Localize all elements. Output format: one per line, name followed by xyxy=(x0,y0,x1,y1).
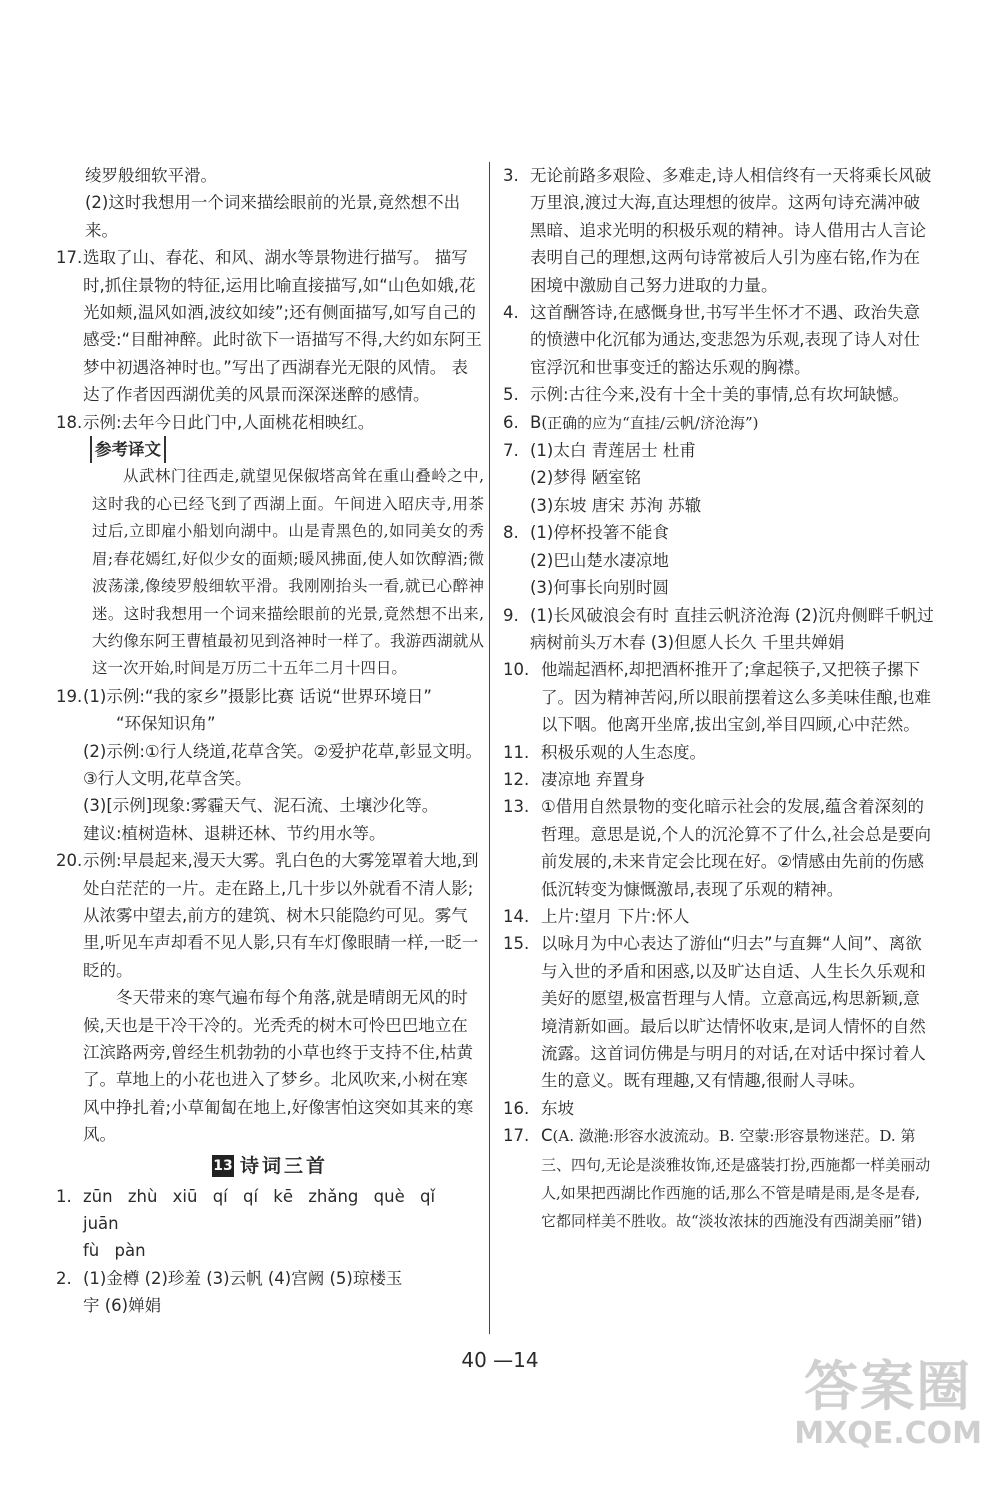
answer-number: 17. xyxy=(503,1126,530,1146)
essay-paragraph: 冬天带来的寒气遍布每个角落,就是晴朗无风的时候,天也是干冷干冷的。光秃秃的树木可怜巴巴地立在江滨路两旁,曾经生机勃勃的小草也终于支持不住,枯黄了。草地上的小花也进入了梦乡。北风吹来,小树在寒风中挣扎着;小草匍匐在地上,好像害怕这突如其来的寒风。 xyxy=(83,988,474,1145)
answer-5 xyxy=(503,381,935,408)
text-line: (2)梦得 陋室铭 xyxy=(530,468,642,488)
reference-translation: 从武林门往西走,就望见保俶塔高耸在重山叠岭之中,这时我的心已经飞到了西湖上面。午间进入昭庆寺,用茶过后,立即雇小船划向湖中。山是青黑色的,如同美女的秀眉;春花嫣红,好似少女的面颊;暖风拂面,使人如饮醇酒;微波荡漾,像绫罗般细软平滑。我刚刚抬头一看,就已心醉神迷。这时我想用一个词来描绘眼前的光景,竟然想不出来,大约像东阿王曹植最初见到洛神时一样了。我游西湖就从这一次开始,时间是万历二十五年二月十四日。 xyxy=(92,467,484,678)
answer-number: 4. xyxy=(503,303,519,323)
answer-text: 上片:望月 下片:怀人 xyxy=(541,906,690,926)
answer-note: (正确的应为“直挂/云帆/济沧海”) xyxy=(541,413,759,432)
answer-number: 16. xyxy=(503,1098,530,1118)
answer-number: 15. xyxy=(503,934,530,954)
answer-20 xyxy=(56,847,484,984)
left-column xyxy=(56,162,484,1320)
answer-text: 这首酬答诗,在感慨身世,书写半生怀才不遇、政治失意的愤懑中化沉郁为通达,变悲怨为乐观,表现了诗人对仕宦浮沉和世事变迁的豁达乐观的胸襟。 xyxy=(530,303,920,377)
answer-text: (1)长风破浪会有时 直挂云帆济沧海 (2)沉舟侧畔千帆过 病树前头万木春 (3)但愿人长久 千里共婵娟 xyxy=(530,605,934,652)
answer-number: 1. xyxy=(56,1186,72,1206)
pinyin-text: zūn zhù xiū qí qí kē zhǎng què qǐ juān xyxy=(83,1186,436,1234)
answer-4 xyxy=(503,299,935,381)
answer-number: 12. xyxy=(503,769,530,789)
page-number: 40 —14 xyxy=(461,1348,539,1372)
answer-number: 17. xyxy=(56,248,83,268)
answer-text: 示例:早晨起来,漫天大雾。乳白色的大雾笼罩着大地,到处白茫茫的一片。走在路上,几十步以外就看不清人影;从浓雾中望去,前方的建筑、树木只能隐约可见。雾气里,听见车声却看不见人影,只有车灯像眼睛一样,一眨一眨的。 xyxy=(83,851,479,980)
answer-number: 19. xyxy=(56,686,83,706)
answer-text: (1)太白 青莲居士 杜甫 xyxy=(530,441,696,461)
answer-3 xyxy=(503,162,935,299)
answer-text: (1)停杯投箸不能食 xyxy=(530,523,669,543)
text-line: (3)东坡 唐宋 苏洵 苏辙 xyxy=(530,495,702,515)
answer-7 xyxy=(503,437,935,464)
text-line: 宇 (6)婵娟 xyxy=(83,1296,162,1316)
text-line: (3)何事长向别时圆 xyxy=(530,578,669,598)
section-heading xyxy=(56,1149,484,1183)
text-line: (2)这时我想用一个词来描绘眼前的光景,竟然想不出来。 xyxy=(85,193,461,240)
answer-number: 11. xyxy=(503,742,530,762)
answer-10 xyxy=(503,656,935,738)
watermark-url: MXQE.COM xyxy=(794,1416,982,1451)
answer-note: (A. 潋滟:形容水波流动。B. 空蒙:形容景物迷茫。D. 第三、四句,无论是淡雅妆饰,还是盛装打扮,西施都一样美丽动人,如果把西湖比作西施的话,那么不管是晴是雨,是冬是春,它都同样美不胜收。故“淡妆浓抹的西施没有西湖美丽”错) xyxy=(541,1127,931,1231)
answer-17 xyxy=(56,244,484,408)
answer-text: 选取了山、春花、和风、湖水等景物进行描写。 描写时,抓住景物的特征,运用比喻直接描写,如“山色如娥,花光如颊,温风如酒,波纹如绫”;还有侧面描写,如写自己的感受:“目酣神醉。此时欲下一语描写不得,大约如东阿王梦中初遇洛神时也。”写出了西湖春光无限的风情。 表达了作者因西湖优美的风景而深深迷醉的感情。 xyxy=(83,248,482,405)
column-divider xyxy=(489,162,490,1334)
reference-heading-row xyxy=(56,436,484,463)
reference-title: 参考译文 xyxy=(90,436,166,463)
text-line: “环保知识角” xyxy=(116,714,216,734)
answer-text: 东坡 xyxy=(541,1098,574,1118)
answer-number: 20. xyxy=(56,851,83,871)
text-line: (2)巴山楚水凄凉地 xyxy=(530,550,669,570)
answer-choice: C xyxy=(541,1126,553,1146)
answer-19 xyxy=(56,683,484,710)
answer-text: 无论前路多艰险、多难走,诗人相信终有一天将乘长风破万里浪,渡过大海,直达理想的彼岸。这两句诗充满冲破黑暗、追求光明的积极乐观的精神。诗人借用古人言论表明自己的理想,这两句诗常被后人引为座右铭,作为在困境中激励自己努力进取的力量。 xyxy=(530,166,932,295)
answer-text: (1)金樽 (2)珍羞 (3)云帆 (4)宫阙 (5)琼楼玉 xyxy=(83,1268,403,1288)
answer-number: 9. xyxy=(503,605,519,625)
answer-number: 7. xyxy=(503,441,519,461)
answer-16 xyxy=(503,1095,935,1122)
answer-text: 凄凉地 弃置身 xyxy=(541,769,646,789)
answer-number: 3. xyxy=(503,166,519,185)
answer-number: 18. xyxy=(56,412,83,432)
answer-1 xyxy=(56,1183,484,1238)
answer-number: 6. xyxy=(503,412,519,432)
answer-14 xyxy=(503,903,935,930)
answer-number: 13. xyxy=(503,797,530,817)
answer-number: 10. xyxy=(503,660,530,680)
answer-text: (1)示例:“我的家乡”摄影比赛 话说“世界环境日” xyxy=(83,686,432,706)
section-number-badge: 13 xyxy=(212,1155,234,1177)
section-title: 诗词三首 xyxy=(239,1154,328,1177)
text-line: 建议:植树造林、退耕还林、节约用水等。 xyxy=(83,823,386,843)
pinyin-text: fù pàn xyxy=(83,1241,146,1261)
answer-13 xyxy=(503,793,935,903)
answer-text: 示例:古往今来,没有十全十美的事情,总有坎坷缺憾。 xyxy=(530,385,910,405)
text-line: 绫罗般细软平滑。 xyxy=(85,166,217,185)
answer-text: 他端起酒杯,却把酒杯推开了;拿起筷子,又把筷子摞下了。因为精神苦闷,所以眼前摆着这么多美味佳酿,也难以下咽。他离开坐席,拔出宝剑,举目四顾,心中茫然。 xyxy=(541,660,931,735)
answer-6 xyxy=(503,409,935,437)
answer-12 xyxy=(503,766,935,793)
answer-text: 示例:去年今日此门中,人面桃花相映红。 xyxy=(83,412,375,432)
text-line: (2)示例:①行人绕道,花草含笑。②爱护花草,彰显文明。③行人文明,花草含笑。 xyxy=(83,741,483,788)
right-column xyxy=(503,162,935,1236)
watermark-logo xyxy=(794,1357,982,1451)
answer-text: 积极乐观的人生态度。 xyxy=(541,742,706,762)
answer-choice: B xyxy=(530,412,542,432)
answer-11 xyxy=(503,739,935,766)
answer-text: 以咏月为中心表达了游仙“归去”与直舞“人间”、离欲与入世的矛盾和困惑,以及旷达自适、人生长久乐观和美好的愿望,极富哲理与人情。立意高远,构思新颖,意境清新如画。最后以旷达情怀收束,是词人情怀的自然流露。这首词仿佛是与明月的对话,在对话中探讨着人生的意义。既有理趣,又有情趣,很耐人寻味。 xyxy=(541,934,926,1091)
answer-text: ①借用自然景物的变化暗示社会的发展,蕴含着深刻的哲理。意思是说,个人的沉沦算不了什么,社会总是要向前发展的,未来肯定会比现在好。②情感由先前的伤感低沉转变为慷慨激昂,表现了乐观的精神。 xyxy=(541,797,931,899)
answer-8 xyxy=(503,519,935,546)
answer-number: 14. xyxy=(503,906,530,926)
answer-number: 8. xyxy=(503,523,519,543)
answer-2 xyxy=(56,1265,484,1292)
watermark-text: 答案圈 xyxy=(804,1355,973,1418)
answer-9 xyxy=(503,602,935,657)
text-line: (3)[示例]现象:雾霾天气、泥石流、土壤沙化等。 xyxy=(83,796,439,816)
answer-17-right xyxy=(503,1122,935,1236)
answer-number: 2. xyxy=(56,1268,72,1288)
answer-number: 5. xyxy=(503,385,519,405)
answer-18 xyxy=(56,409,484,436)
answer-15 xyxy=(503,930,935,1094)
